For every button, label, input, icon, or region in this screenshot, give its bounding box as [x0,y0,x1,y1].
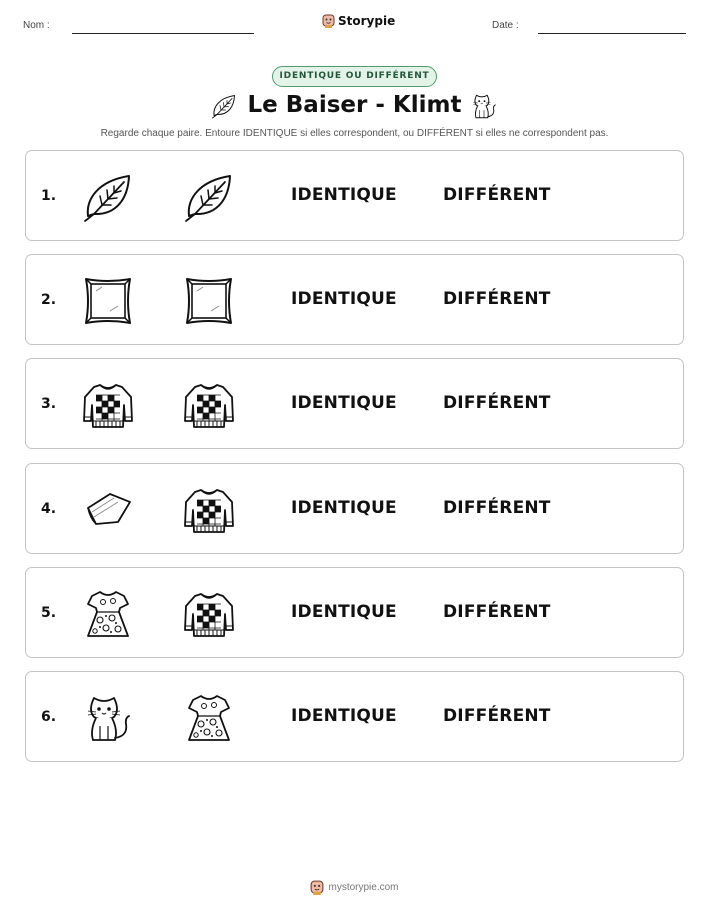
exercise-row [25,567,684,658]
row-number: 1. [41,188,57,204]
option-identique[interactable]: IDENTIQUE [291,602,397,622]
option-different[interactable]: DIFFÉRENT [443,706,551,726]
row-number: 5. [41,605,57,621]
exercise-row [25,671,684,762]
option-different[interactable]: DIFFÉRENT [443,185,551,205]
footer-url[interactable]: mystorypie.com [328,881,399,893]
sweater-icon [181,377,237,433]
dress-icon [181,690,237,746]
storypie-logo-icon [310,879,324,895]
sweater-icon [80,377,136,433]
name-line[interactable] [72,33,254,34]
name-label: Nom : [23,20,50,31]
row-number: 4. [41,501,57,517]
row-number: 6. [41,709,57,725]
leaf-icon [80,169,136,225]
option-different[interactable]: DIFFÉRENT [443,289,551,309]
activity-badge: IDENTIQUE OU DIFFÉRENT [272,66,437,87]
frame-icon [80,273,136,329]
frame-icon [181,273,237,329]
exercise-row [25,150,684,241]
date-line[interactable] [538,33,686,34]
page-title: Le Baiser - Klimt [247,92,462,118]
brand [322,13,395,28]
exercise-row [25,254,684,345]
blanket-icon [80,482,136,538]
dress-icon [80,586,136,642]
exercise-row [25,463,684,554]
sweater-icon [181,586,237,642]
row-number: 3. [41,396,57,412]
leaf-icon [181,169,237,225]
option-identique[interactable]: IDENTIQUE [291,498,397,518]
title-row [0,90,709,124]
storypie-logo-icon [322,13,335,28]
option-different[interactable]: DIFFÉRENT [443,602,551,622]
option-different[interactable]: DIFFÉRENT [443,393,551,413]
footer [0,879,709,895]
row-number: 2. [41,292,57,308]
instructions: Regarde chaque paire. Entoure IDENTIQUE si elles correspondent, ou DIFFÉRENT si elles ne correspondent pas. [100,128,609,139]
option-identique[interactable]: IDENTIQUE [291,289,397,309]
option-different[interactable]: DIFFÉRENT [443,498,551,518]
brand-name: Storypie [338,13,396,28]
option-identique[interactable]: IDENTIQUE [291,185,397,205]
exercise-row [25,358,684,449]
cat-icon [469,91,499,121]
option-identique[interactable]: IDENTIQUE [291,706,397,726]
cat-icon [80,690,136,746]
date-label: Date : [492,20,519,31]
sweater-icon [181,482,237,538]
option-identique[interactable]: IDENTIQUE [291,393,397,413]
